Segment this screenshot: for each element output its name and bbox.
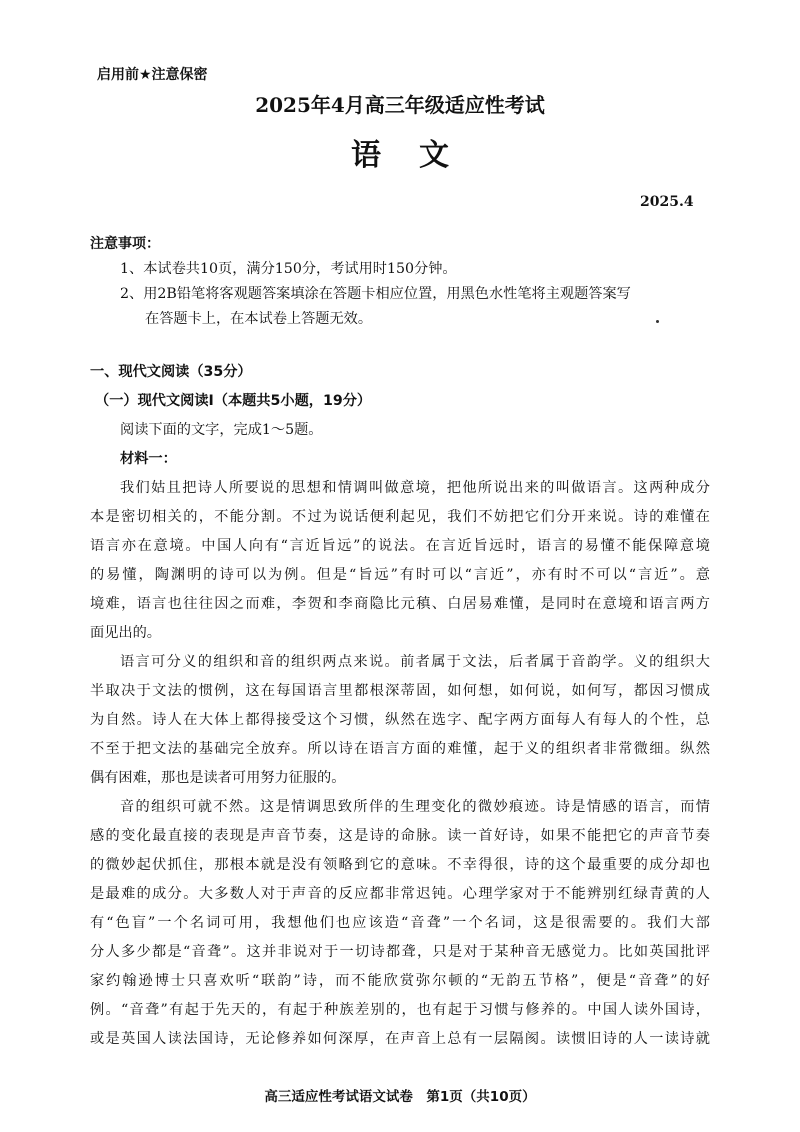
passage-line: 境难，语言也往往因之而难，李贺和李商隐比元稹、白居易难懂，是同时在意境和语言两方: [90, 596, 710, 612]
exam-date: 2025.4: [640, 194, 694, 210]
notice-item-1: 1、本试卷共10页，满分150分，考试用时150分钟。: [120, 261, 457, 277]
passage-line: 家约翰逊博士只喜欢听“联韵”诗，而不能欣赏弥尔顿的“无韵五节格”，便是“音聋”的好: [90, 973, 710, 989]
passage-line: 语言亦在意境。中国人向有“言近旨远”的说法。在言近旨远时，语言的易懂不能保障意境: [90, 538, 710, 554]
scan-speck: [656, 320, 659, 323]
passage-line: 或是英国人读法国诗，无论修养如何深厚，在声音上总有一层隔阂。读惯旧诗的人一读诗就: [90, 1031, 710, 1047]
page-footer: 高三适应性考试语文试卷 第1页（共10页）: [264, 1089, 536, 1105]
passage-line: 例。“音聋”有起于先天的，有起于种族差别的，也有起于习惯与修养的。中国人读外国诗，: [90, 1002, 710, 1018]
passage-line: 本是密切相关的，不能分割。不过为说话便利起见，我们不妨把它们分开来说。诗的难懂在: [90, 509, 710, 525]
passage-line: 为自然。诗人在大体上都得接受这个习惯，纵然在选字、配字两方面每人有每人的个性，总: [90, 712, 710, 728]
notice-heading: 注意事项：: [90, 236, 160, 252]
passage-line: 是最难的成分。大多数人对于声音的反应都非常迟钝。心理学家对于不能辨别红绿青黄的人: [90, 886, 710, 902]
passage-line: 不至于把文法的基础完全放弃。所以诗在语言方面的难懂，起于义的组织者非常微细。纵然: [90, 741, 710, 757]
section-subtitle: （一）现代文阅读Ⅰ（本题共5小题，19分）: [95, 393, 372, 409]
subject-title: 语文: [351, 138, 487, 173]
confidential-label: 启用前★注意保密: [97, 67, 208, 83]
passage-line: 语言可分义的组织和音的组织两点来说。前者属于文法，后者属于音韵学。义的组织大: [120, 654, 710, 670]
passage-line: 感的变化最直接的表现是声音节奏，这是诗的命脉。读一首好诗，如果不能把它的声音节奏: [90, 828, 710, 844]
passage-line: 的微妙起伏抓住，那根本就是没有领略到它的意味。不幸得很，诗的这个最重要的成分却也: [90, 857, 710, 873]
passage-line: 我们姑且把诗人所要说的思想和情调叫做意境，把他所说出来的叫做语言。这两种成分: [120, 480, 710, 496]
section-title: 一、现代文阅读（35分）: [90, 364, 252, 380]
passage-line: 面见出的。: [90, 625, 161, 641]
passage-line: 半取决于文法的惯例，这在每国语言里都根深蒂固，如何想，如何说，如何写，都因习惯成: [90, 683, 710, 699]
passage-line: 分人多少都是“音聋”。这并非说对于一切诗都聋，只是对于某种音无感觉力。比如英国批评: [90, 944, 710, 960]
material-label: 材料一：: [120, 451, 177, 467]
passage-line: 音的组织可就不然。这是情调思致所伴的生理变化的微妙痕迹。诗是情感的语言，而情: [120, 799, 710, 815]
notice-item-2-continued: 在答题卡上，在本试卷上答题无效。: [145, 311, 373, 327]
section-instruction: 阅读下面的文字，完成1～5题。: [120, 422, 323, 438]
exam-title: 2025年4月高三年级适应性考试: [255, 93, 545, 117]
notice-item-2: 2、用2B铅笔将客观题答案填涂在答题卡相应位置，用黑色水性笔将主观题答案写: [120, 286, 631, 302]
passage-line: 有“色盲”一个名词可用，我想他们也应该造“音聋”一个名词，这是很需要的。我们大部: [90, 915, 710, 931]
passage-line: 偶有困难，那也是读者可用努力征服的。: [90, 770, 346, 786]
passage-line: 的易懂，陶渊明的诗可以为例。但是“旨远”有时可以“言近”，亦有时不可以“言近”。意: [90, 567, 710, 583]
